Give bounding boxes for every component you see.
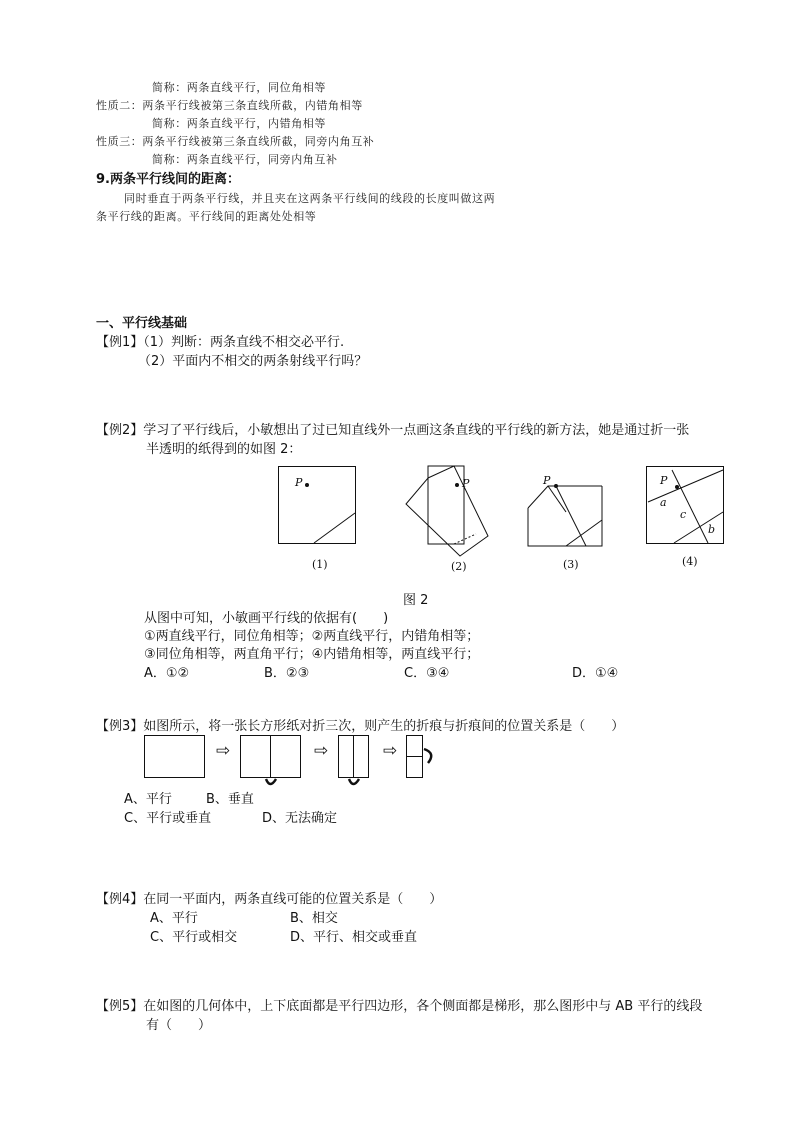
example-3-stem: 【例3】如图所示，将一张长方形纸对折三次，则产生的折痕与折痕间的位置关系是（ ） bbox=[96, 719, 625, 734]
example-5-stem-1: 【例5】在如图的几何体中，上下底面都是平行四边形，各个侧面都是梯形，那么图形中与 AB 平行的线段 bbox=[96, 999, 703, 1014]
paper-fold-3 bbox=[406, 735, 442, 781]
fold-figure-3 bbox=[526, 472, 606, 552]
note-line-3: 简称：两条直线平行，内错角相等 bbox=[152, 117, 326, 130]
example-tag: 【例4】 bbox=[96, 892, 144, 907]
choice-a: A．①② bbox=[144, 666, 190, 681]
choice-c: C．③④ bbox=[404, 666, 450, 681]
angle-a-label: a bbox=[660, 496, 667, 509]
example-2-question: 从图中可知，小敏画平行线的依据有( ) bbox=[144, 611, 389, 626]
choice-b: B、相交 bbox=[290, 911, 338, 926]
choice-a: A、平行 bbox=[150, 911, 198, 926]
choice-c: C、平行或相交 bbox=[150, 930, 238, 945]
figure-caption: 图 2 bbox=[403, 593, 429, 608]
choice-d: D、无法确定 bbox=[262, 811, 338, 826]
point-p-label: P bbox=[462, 477, 470, 490]
example-1-q2: （2）平面内不相交的两条射线平行吗？ bbox=[138, 354, 368, 369]
arrow-right-icon: ⇨ bbox=[216, 741, 231, 761]
note-line-2: 性质二：两条平行线被第三条直线所截，内错角相等 bbox=[96, 99, 363, 112]
fold-figure-2 bbox=[404, 464, 500, 564]
example-2-options-1: ①两直线平行，同位角相等；②两直线平行，内错角相等； bbox=[144, 629, 480, 644]
example-5-stem-2: 有（ ） bbox=[146, 1018, 212, 1033]
choice-d: D、平行、相交或垂直 bbox=[290, 930, 418, 945]
heading-9: 9.两条平行线间的距离： bbox=[96, 172, 240, 187]
point-p-label: P bbox=[295, 476, 303, 489]
paper-rectangle bbox=[144, 735, 206, 779]
arrow-right-icon: ⇨ bbox=[314, 741, 329, 761]
example-tag: 【例5】 bbox=[96, 999, 144, 1014]
figure-label-2: (2) bbox=[451, 560, 467, 573]
example-2-stem-1: 【例2】学习了平行线后，小敏想出了过已知直线外一点画这条直线的平行线的新方法，她是通过折一张 bbox=[96, 423, 690, 438]
angle-c-label: c bbox=[680, 508, 687, 521]
point-p-label: P bbox=[543, 474, 551, 487]
arrow-right-icon: ⇨ bbox=[383, 741, 398, 761]
example-2-options-2: ③同位角相等，两直角平行；④内错角相等，两直线平行； bbox=[144, 647, 480, 662]
note-line-4: 性质三：两条平行线被第三条直线所截，同旁内角互补 bbox=[96, 135, 375, 148]
example-tag: 【例3】 bbox=[96, 719, 144, 734]
choice-b: B、垂直 bbox=[206, 792, 254, 807]
figure-label-1: (1) bbox=[312, 558, 328, 571]
point-p-label: P bbox=[660, 474, 668, 487]
note-line-5: 简称：两条直线平行，同旁内角互补 bbox=[152, 153, 338, 166]
example-4-stem: 【例4】在同一平面内，两条直线可能的位置关系是（ ） bbox=[96, 892, 443, 907]
definition-line-1: 同时垂直于两条平行线，并且夹在这两条平行线间的线段的长度叫做这两 bbox=[124, 192, 496, 205]
choice-a: A、平行 bbox=[124, 792, 172, 807]
definition-line-2: 条平行线的距离。平行线间的距离处处相等 bbox=[96, 210, 317, 223]
section-title: 一、平行线基础 bbox=[96, 316, 188, 331]
note-line-1: 简称：两条直线平行，同位角相等 bbox=[152, 81, 326, 94]
figure-label-4: (4) bbox=[682, 555, 698, 568]
choice-d: D．①④ bbox=[572, 666, 619, 681]
figure-label-3: (3) bbox=[563, 558, 579, 571]
example-1 bbox=[96, 331, 344, 350]
example-tag: 【例1】 bbox=[96, 335, 144, 350]
fold-figure-1 bbox=[278, 466, 358, 546]
angle-b-label: b bbox=[708, 523, 716, 536]
paper-fold-2 bbox=[338, 735, 372, 791]
example-2-stem-2: 半透明的纸得到的如图 2： bbox=[146, 442, 302, 457]
choice-b: B．②③ bbox=[264, 666, 310, 681]
paper-fold-1 bbox=[240, 735, 304, 791]
example-1-q1: （1）判断：两条直线不相交必平行. bbox=[143, 335, 345, 350]
example-tag: 【例2】 bbox=[96, 423, 144, 438]
choice-c: C、平行或垂直 bbox=[124, 811, 212, 826]
